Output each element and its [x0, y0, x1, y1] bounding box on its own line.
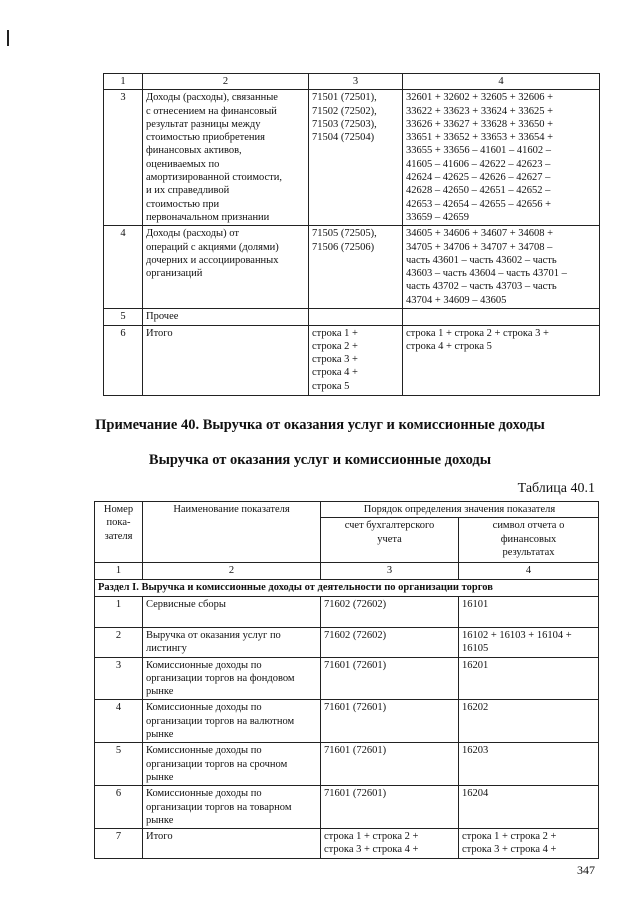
section-title: Раздел I. Выручка и комиссионные доходы от деятельности по организации торгов: [95, 579, 599, 596]
header-cell: 1: [104, 74, 143, 90]
row-account: строка 1 + строка 2 + строка 3 + строка 4 + строка 5: [309, 325, 403, 395]
row-account: 71601 (72601): [321, 657, 459, 700]
row-name: Комиссионные доходы по организации торгов на товарном рынке: [143, 786, 321, 829]
row-number: 6: [104, 325, 143, 395]
row-number: 5: [95, 743, 143, 786]
row-account: 71602 (72602): [321, 596, 459, 627]
row-symbol: [403, 309, 600, 325]
row-number: 7: [95, 829, 143, 859]
row-account: 71505 (72505), 71506 (72506): [309, 226, 403, 309]
table-row: [95, 657, 599, 700]
header-cell: 4: [403, 74, 600, 90]
row-name: Комиссионные доходы по организации торгов на срочном рынке: [143, 743, 321, 786]
table-income-expenses-continued: [103, 73, 600, 396]
row-name: Комиссионные доходы по организации торгов на валютном рынке: [143, 700, 321, 743]
row-number: 6: [95, 786, 143, 829]
header-symbol: символ отчета о финансовых результатах: [459, 518, 599, 563]
row-account: [309, 309, 403, 325]
header-procedure: Порядок определения значения показателя: [321, 502, 599, 518]
row-symbol: строка 1 + строка 2 + строка 3 + строка 4 + строка 5: [403, 325, 600, 395]
row-symbol: строка 1 + строка 2 + строка 3 + строка 4 +: [459, 829, 599, 859]
row-number: 3: [95, 657, 143, 700]
page-number: 347: [577, 863, 595, 877]
table-row: [95, 596, 599, 627]
row-symbol: 34605 + 34606 + 34607 + 34608 + 34705 + 34706 + 34707 + 34708 – часть 43601 – часть 43602 – часть 43603 – часть 43604 – часть 43701 – часть 43702 – часть 43703 – часть 43704 + 34609 – 43605: [403, 226, 600, 309]
table-row: [104, 309, 600, 325]
header-cell: 3: [309, 74, 403, 90]
header-account: счет бухгалтерского учета: [321, 518, 459, 563]
row-symbol: 16102 + 16103 + 16104 + 16105: [459, 627, 599, 657]
header-name: Наименование показателя: [143, 502, 321, 563]
row-symbol: 16101: [459, 596, 599, 627]
header-cell: 2: [143, 74, 309, 90]
table-row: [104, 226, 600, 309]
table-row: [95, 786, 599, 829]
row-name: Комиссионные доходы по организации торгов на фондовом рынке: [143, 657, 321, 700]
row-account: 71501 (72501), 71502 (72502), 71503 (72503), 71504 (72504): [309, 90, 403, 226]
row-name: Итого: [143, 325, 309, 395]
row-account: 71602 (72602): [321, 627, 459, 657]
table-revenue-commission: [94, 501, 599, 859]
table-row: [104, 325, 600, 395]
column-numbers-row: [95, 563, 599, 579]
column-number: 4: [459, 563, 599, 579]
row-symbol: 32601 + 32602 + 32605 + 32606 + 33622 + 33623 + 33624 + 33625 + 33626 + 33627 + 33628 + 33650 + 33651 + 33652 + 33653 + 33654 + 33655 + 33656 – 41601 – 41602 – 41605 – 41606 – 42622 – 42623 – 42624 – 42625 – 42626 – 42627 – 42628 – 42650 – 42651 – 42652 – 42653 – 42654 – 42655 – 42656 + 33659 – 42659: [403, 90, 600, 226]
row-name: Доходы (расходы), связанные с отнесением на финансовый результат разницы между стоимостью приобретения финансовых активов, оцениваемых по амортизированной стоимости, и их справедливой стоимостью при первоначальном признании: [143, 90, 309, 226]
section-row: [95, 579, 599, 596]
row-number: 4: [95, 700, 143, 743]
row-symbol: 16201: [459, 657, 599, 700]
row-number: 2: [95, 627, 143, 657]
row-number: 3: [104, 90, 143, 226]
note-heading: Примечание 40. Выручка от оказания услуг и комиссионные доходы: [95, 417, 545, 433]
table-header-row: [95, 502, 599, 518]
column-number: 1: [95, 563, 143, 579]
row-account: 71601 (72601): [321, 700, 459, 743]
row-name: Прочее: [143, 309, 309, 325]
row-name: Сервисные сборы: [143, 596, 321, 627]
table-row: [95, 743, 599, 786]
row-number: 4: [104, 226, 143, 309]
table-row: [104, 90, 600, 226]
row-symbol: 16204: [459, 786, 599, 829]
row-name: Доходы (расходы) от операций с акциями (долями) дочерних и ассоциированных организаций: [143, 226, 309, 309]
header-number: Номер пока- зателя: [95, 502, 143, 563]
row-account: 71601 (72601): [321, 743, 459, 786]
table-row: [95, 627, 599, 657]
row-account: строка 1 + строка 2 + строка 3 + строка 4 +: [321, 829, 459, 859]
scan-margin-mark: [7, 30, 9, 46]
sub-heading: Выручка от оказания услуг и комиссионные доходы: [148, 452, 492, 468]
table-header-row: [104, 74, 600, 90]
row-number: 5: [104, 309, 143, 325]
row-symbol: 16203: [459, 743, 599, 786]
row-name: Выручка от оказания услуг по листингу: [143, 627, 321, 657]
row-number: 1: [95, 596, 143, 627]
row-name: Итого: [143, 829, 321, 859]
table-row: [95, 700, 599, 743]
row-symbol: 16202: [459, 700, 599, 743]
table-label: Таблица 40.1: [517, 481, 595, 496]
column-number: 3: [321, 563, 459, 579]
column-number: 2: [143, 563, 321, 579]
row-account: 71601 (72601): [321, 786, 459, 829]
table-row: [95, 829, 599, 859]
